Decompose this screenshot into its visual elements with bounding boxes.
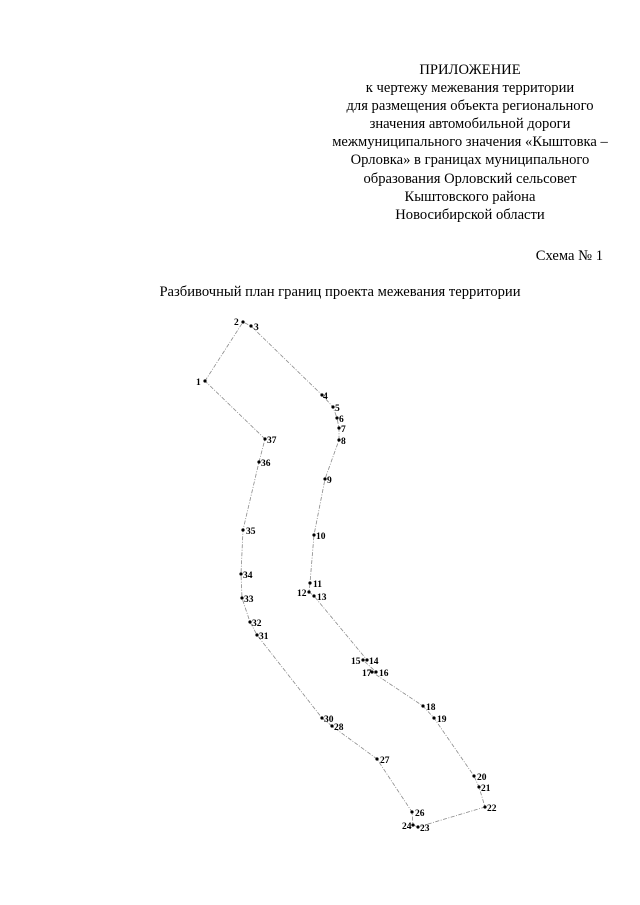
boundary-point-11 <box>308 581 311 584</box>
header-line: межмуниципального значения «Кыштовка – <box>332 134 608 151</box>
boundary-point-3 <box>249 324 252 327</box>
point-label-28: 28 <box>334 723 344 733</box>
point-label-14: 14 <box>369 657 379 667</box>
point-label-36: 36 <box>261 459 271 469</box>
plan-title: Разбивочный план границ проекта межевания территории <box>159 284 521 300</box>
point-label-10: 10 <box>316 532 326 542</box>
boundary-point-24 <box>411 823 414 826</box>
point-label-12: 12 <box>297 589 307 599</box>
point-label-19: 19 <box>437 715 447 725</box>
point-label-33: 33 <box>244 595 254 605</box>
point-label-24: 24 <box>402 822 412 832</box>
boundary-point-12 <box>307 590 310 593</box>
boundary-point-27 <box>375 757 378 760</box>
point-label-23: 23 <box>420 824 430 834</box>
boundary-point-20 <box>472 774 475 777</box>
header-line: Новосибирской области <box>395 206 545 223</box>
header-line: к чертежу межевания территории <box>365 80 575 97</box>
point-label-17: 17 <box>362 669 372 679</box>
point-label-27: 27 <box>380 756 390 766</box>
point-label-7: 7 <box>341 425 346 435</box>
point-label-1: 1 <box>196 378 201 388</box>
header-line: ПРИЛОЖЕНИЕ <box>419 62 521 78</box>
point-label-13: 13 <box>317 593 327 603</box>
point-label-26: 26 <box>415 809 425 819</box>
point-label-8: 8 <box>341 437 346 447</box>
boundary-point-18 <box>421 704 424 707</box>
point-label-9: 9 <box>327 476 332 486</box>
boundary-point-35 <box>241 528 244 531</box>
boundary-point-15 <box>361 658 364 661</box>
header-line: образования Орловский сельсовет <box>363 170 577 187</box>
header-line: для размещения объекта регионального <box>346 98 594 115</box>
point-label-22: 22 <box>487 804 497 814</box>
point-label-37: 37 <box>267 436 277 446</box>
point-label-21: 21 <box>481 784 491 794</box>
boundary-point-1 <box>203 379 206 382</box>
boundary-point-13 <box>312 594 315 597</box>
point-label-16: 16 <box>379 669 389 679</box>
point-label-31: 31 <box>259 632 269 642</box>
header-line: Орловка» в границах муниципального <box>350 152 590 169</box>
point-label-35: 35 <box>246 527 256 537</box>
point-label-15: 15 <box>351 657 361 667</box>
point-label-5: 5 <box>335 404 340 414</box>
point-label-34: 34 <box>243 571 253 581</box>
point-label-30: 30 <box>324 715 334 725</box>
point-label-6: 6 <box>339 415 344 425</box>
point-label-18: 18 <box>426 703 436 713</box>
header-line: Кыштовского района <box>404 188 536 205</box>
point-label-2: 2 <box>234 318 239 328</box>
boundary-point-16 <box>374 670 377 673</box>
header-line: значения автомобильной дороги <box>369 116 571 133</box>
point-label-11: 11 <box>313 580 322 590</box>
schema-number: Схема № 1 <box>535 248 603 264</box>
point-label-20: 20 <box>477 773 487 783</box>
boundary-point-26 <box>410 810 413 813</box>
point-label-4: 4 <box>323 392 328 402</box>
point-label-32: 32 <box>252 619 262 629</box>
boundary-point-2 <box>241 320 244 323</box>
boundary-point-19 <box>432 716 435 719</box>
point-label-3: 3 <box>254 323 259 333</box>
